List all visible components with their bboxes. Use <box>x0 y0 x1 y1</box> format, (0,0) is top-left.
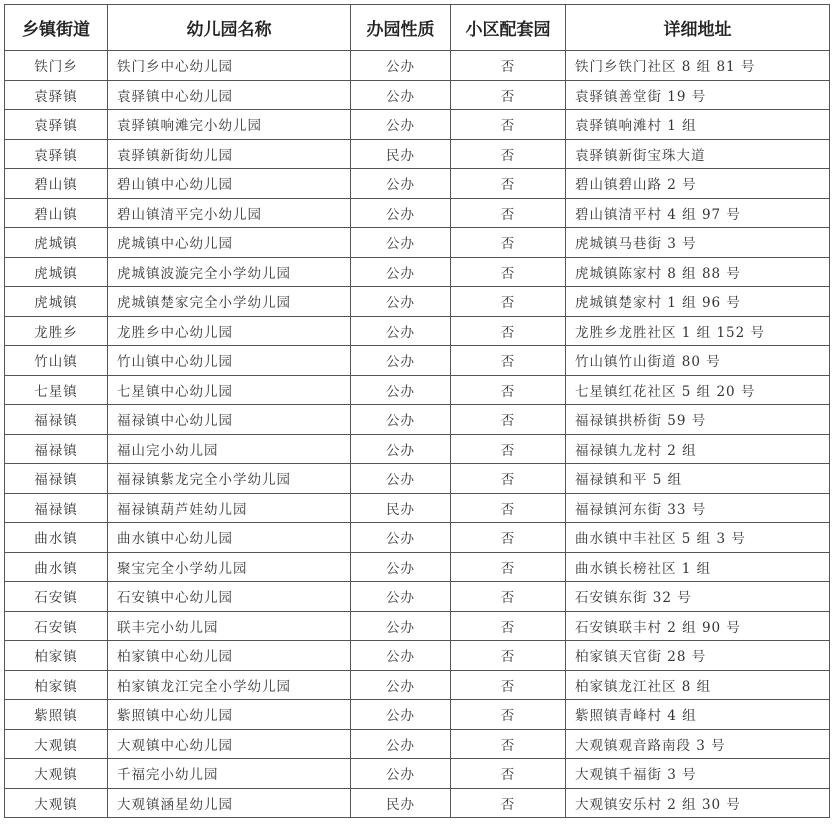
cell-address: 福禄镇拱桥街 59 号 <box>566 405 830 435</box>
cell-kindergarten-name: 竹山镇中心幼儿园 <box>108 346 351 376</box>
cell-town: 龙胜乡 <box>5 316 108 346</box>
cell-kindergarten-name: 虎城镇楚家完全小学幼儿园 <box>108 287 351 317</box>
cell-community-supporting: 否 <box>451 51 566 81</box>
cell-town: 曲水镇 <box>5 552 108 582</box>
cell-address: 袁驿镇响滩村 1 组 <box>566 110 830 140</box>
cell-address: 福禄镇河东街 33 号 <box>566 493 830 523</box>
cell-community-supporting: 否 <box>451 700 566 730</box>
table-header <box>5 5 830 51</box>
header-address: 详细地址 <box>566 5 830 51</box>
cell-town: 福禄镇 <box>5 464 108 494</box>
cell-town: 碧山镇 <box>5 169 108 199</box>
cell-address: 竹山镇竹山街道 80 号 <box>566 346 830 376</box>
cell-ownership-type: 公办 <box>351 375 451 405</box>
cell-address: 虎城镇楚家村 1 组 96 号 <box>566 287 830 317</box>
cell-community-supporting: 否 <box>451 257 566 287</box>
cell-town: 袁驿镇 <box>5 110 108 140</box>
cell-kindergarten-name: 柏家镇龙江完全小学幼儿园 <box>108 670 351 700</box>
cell-kindergarten-name: 福禄镇葫芦娃幼儿园 <box>108 493 351 523</box>
table-row <box>5 582 830 612</box>
cell-ownership-type: 公办 <box>351 405 451 435</box>
cell-address: 龙胜乡龙胜社区 1 组 152 号 <box>566 316 830 346</box>
cell-ownership-type: 公办 <box>351 346 451 376</box>
cell-town: 紫照镇 <box>5 700 108 730</box>
cell-town: 福禄镇 <box>5 493 108 523</box>
cell-kindergarten-name: 千福完小幼儿园 <box>108 759 351 789</box>
cell-town: 竹山镇 <box>5 346 108 376</box>
cell-town: 福禄镇 <box>5 405 108 435</box>
cell-town: 袁驿镇 <box>5 139 108 169</box>
table-row <box>5 198 830 228</box>
table-row <box>5 700 830 730</box>
cell-ownership-type: 公办 <box>351 464 451 494</box>
table-row <box>5 375 830 405</box>
table-row <box>5 257 830 287</box>
cell-community-supporting: 否 <box>451 228 566 258</box>
cell-town: 铁门乡 <box>5 51 108 81</box>
cell-kindergarten-name: 聚宝完全小学幼儿园 <box>108 552 351 582</box>
cell-ownership-type: 民办 <box>351 788 451 818</box>
cell-ownership-type: 公办 <box>351 611 451 641</box>
cell-ownership-type: 公办 <box>351 110 451 140</box>
cell-town: 虎城镇 <box>5 287 108 317</box>
table-row <box>5 139 830 169</box>
header-town: 乡镇街道 <box>5 5 108 51</box>
table-row <box>5 434 830 464</box>
cell-address: 虎城镇陈家村 8 组 88 号 <box>566 257 830 287</box>
kindergarten-table-container <box>4 4 830 818</box>
cell-ownership-type: 民办 <box>351 493 451 523</box>
cell-community-supporting: 否 <box>451 198 566 228</box>
cell-community-supporting: 否 <box>451 139 566 169</box>
cell-kindergarten-name: 曲水镇中心幼儿园 <box>108 523 351 553</box>
cell-kindergarten-name: 福禄镇紫龙完全小学幼儿园 <box>108 464 351 494</box>
cell-community-supporting: 否 <box>451 729 566 759</box>
cell-ownership-type: 公办 <box>351 523 451 553</box>
cell-community-supporting: 否 <box>451 405 566 435</box>
header-community-supporting: 小区配套园 <box>451 5 566 51</box>
cell-kindergarten-name: 虎城镇波漩完全小学幼儿园 <box>108 257 351 287</box>
cell-kindergarten-name: 袁驿镇新街幼儿园 <box>108 139 351 169</box>
cell-community-supporting: 否 <box>451 788 566 818</box>
cell-ownership-type: 公办 <box>351 316 451 346</box>
cell-community-supporting: 否 <box>451 80 566 110</box>
table-row <box>5 51 830 81</box>
cell-kindergarten-name: 福禄镇中心幼儿园 <box>108 405 351 435</box>
cell-address: 袁驿镇善堂街 19 号 <box>566 80 830 110</box>
table-row <box>5 759 830 789</box>
cell-kindergarten-name: 碧山镇清平完小幼儿园 <box>108 198 351 228</box>
cell-kindergarten-name: 袁驿镇中心幼儿园 <box>108 80 351 110</box>
table-row <box>5 228 830 258</box>
cell-kindergarten-name: 柏家镇中心幼儿园 <box>108 641 351 671</box>
cell-town: 柏家镇 <box>5 641 108 671</box>
cell-kindergarten-name: 大观镇中心幼儿园 <box>108 729 351 759</box>
cell-address: 柏家镇天官街 28 号 <box>566 641 830 671</box>
cell-kindergarten-name: 碧山镇中心幼儿园 <box>108 169 351 199</box>
cell-kindergarten-name: 虎城镇中心幼儿园 <box>108 228 351 258</box>
cell-address: 碧山镇清平村 4 组 97 号 <box>566 198 830 228</box>
cell-ownership-type: 公办 <box>351 228 451 258</box>
cell-address: 大观镇千福街 3 号 <box>566 759 830 789</box>
table-row <box>5 729 830 759</box>
cell-ownership-type: 公办 <box>351 257 451 287</box>
cell-community-supporting: 否 <box>451 759 566 789</box>
cell-community-supporting: 否 <box>451 287 566 317</box>
cell-ownership-type: 民办 <box>351 139 451 169</box>
cell-address: 大观镇观音路南段 3 号 <box>566 729 830 759</box>
cell-address: 碧山镇碧山路 2 号 <box>566 169 830 199</box>
cell-address: 曲水镇中丰社区 5 组 3 号 <box>566 523 830 553</box>
header-kindergarten-name: 幼儿园名称 <box>108 5 351 51</box>
cell-town: 虎城镇 <box>5 228 108 258</box>
cell-kindergarten-name: 联丰完小幼儿园 <box>108 611 351 641</box>
cell-town: 曲水镇 <box>5 523 108 553</box>
cell-address: 袁驿镇新街宝珠大道 <box>566 139 830 169</box>
cell-ownership-type: 公办 <box>351 434 451 464</box>
cell-town: 七星镇 <box>5 375 108 405</box>
cell-address: 大观镇安乐村 2 组 30 号 <box>566 788 830 818</box>
cell-address: 石安镇东街 32 号 <box>566 582 830 612</box>
cell-community-supporting: 否 <box>451 670 566 700</box>
cell-community-supporting: 否 <box>451 582 566 612</box>
cell-community-supporting: 否 <box>451 464 566 494</box>
cell-ownership-type: 公办 <box>351 759 451 789</box>
cell-address: 七星镇红花社区 5 组 20 号 <box>566 375 830 405</box>
cell-town: 大观镇 <box>5 759 108 789</box>
cell-ownership-type: 公办 <box>351 80 451 110</box>
table-body <box>5 51 830 818</box>
table-row <box>5 346 830 376</box>
cell-address: 铁门乡铁门社区 8 组 81 号 <box>566 51 830 81</box>
cell-community-supporting: 否 <box>451 523 566 553</box>
cell-community-supporting: 否 <box>451 169 566 199</box>
table-row <box>5 316 830 346</box>
cell-address: 石安镇联丰村 2 组 90 号 <box>566 611 830 641</box>
table-row <box>5 788 830 818</box>
table-row <box>5 641 830 671</box>
cell-town: 大观镇 <box>5 788 108 818</box>
kindergarten-table <box>4 4 830 818</box>
cell-ownership-type: 公办 <box>351 198 451 228</box>
cell-community-supporting: 否 <box>451 611 566 641</box>
cell-kindergarten-name: 袁驿镇响滩完小幼儿园 <box>108 110 351 140</box>
table-row <box>5 552 830 582</box>
cell-ownership-type: 公办 <box>351 670 451 700</box>
table-row <box>5 169 830 199</box>
table-row <box>5 405 830 435</box>
table-row <box>5 287 830 317</box>
cell-ownership-type: 公办 <box>351 582 451 612</box>
cell-community-supporting: 否 <box>451 493 566 523</box>
cell-address: 曲水镇长榜社区 1 组 <box>566 552 830 582</box>
cell-town: 袁驿镇 <box>5 80 108 110</box>
cell-ownership-type: 公办 <box>351 729 451 759</box>
header-row <box>5 5 830 51</box>
header-ownership-type: 办园性质 <box>351 5 451 51</box>
cell-address: 虎城镇马巷街 3 号 <box>566 228 830 258</box>
cell-ownership-type: 公办 <box>351 287 451 317</box>
cell-ownership-type: 公办 <box>351 700 451 730</box>
cell-community-supporting: 否 <box>451 316 566 346</box>
cell-town: 福禄镇 <box>5 434 108 464</box>
cell-community-supporting: 否 <box>451 110 566 140</box>
cell-town: 大观镇 <box>5 729 108 759</box>
table-row <box>5 464 830 494</box>
cell-address: 紫照镇青峰村 4 组 <box>566 700 830 730</box>
cell-town: 碧山镇 <box>5 198 108 228</box>
table-row <box>5 493 830 523</box>
cell-community-supporting: 否 <box>451 552 566 582</box>
cell-address: 福禄镇九龙村 2 组 <box>566 434 830 464</box>
cell-kindergarten-name: 紫照镇中心幼儿园 <box>108 700 351 730</box>
cell-kindergarten-name: 七星镇中心幼儿园 <box>108 375 351 405</box>
cell-kindergarten-name: 石安镇中心幼儿园 <box>108 582 351 612</box>
cell-ownership-type: 公办 <box>351 169 451 199</box>
table-row <box>5 523 830 553</box>
cell-kindergarten-name: 福山完小幼儿园 <box>108 434 351 464</box>
cell-ownership-type: 公办 <box>351 552 451 582</box>
cell-community-supporting: 否 <box>451 641 566 671</box>
cell-address: 柏家镇龙江社区 8 组 <box>566 670 830 700</box>
cell-town: 石安镇 <box>5 611 108 641</box>
table-row <box>5 80 830 110</box>
cell-ownership-type: 公办 <box>351 51 451 81</box>
cell-town: 柏家镇 <box>5 670 108 700</box>
cell-town: 虎城镇 <box>5 257 108 287</box>
cell-ownership-type: 公办 <box>351 641 451 671</box>
table-row <box>5 110 830 140</box>
cell-community-supporting: 否 <box>451 375 566 405</box>
cell-kindergarten-name: 龙胜乡中心幼儿园 <box>108 316 351 346</box>
cell-kindergarten-name: 大观镇涵星幼儿园 <box>108 788 351 818</box>
table-row <box>5 670 830 700</box>
cell-address: 福禄镇和平 5 组 <box>566 464 830 494</box>
cell-community-supporting: 否 <box>451 434 566 464</box>
table-row <box>5 611 830 641</box>
cell-town: 石安镇 <box>5 582 108 612</box>
cell-community-supporting: 否 <box>451 346 566 376</box>
cell-kindergarten-name: 铁门乡中心幼儿园 <box>108 51 351 81</box>
